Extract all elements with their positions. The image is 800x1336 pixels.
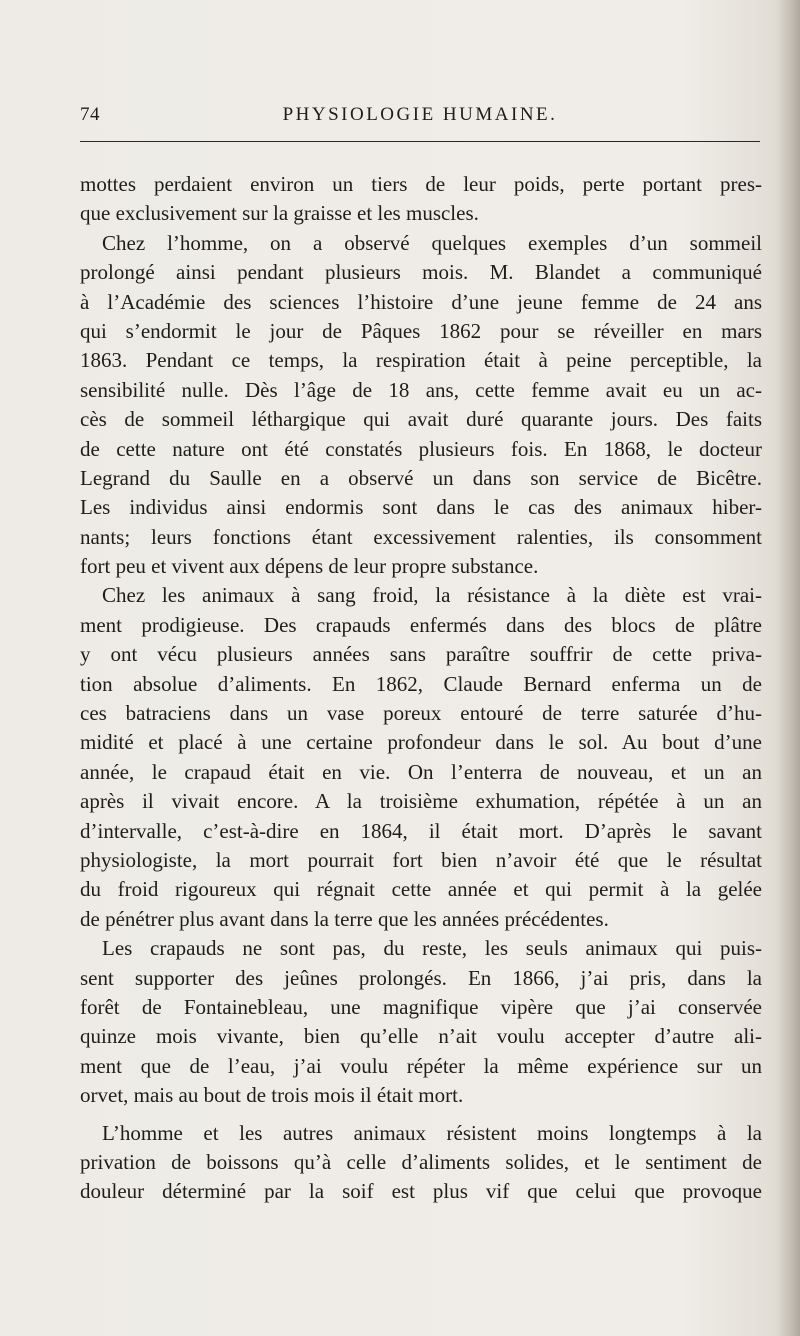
text-line: nants; leurs fonctions étant excessivement ralenties, ils consomment bbox=[80, 524, 762, 549]
text-line: quinze mois vivante, bien qu’elle n’ait voulu accepter d’autre ali- bbox=[80, 1024, 762, 1049]
text-line: cès de sommeil léthargique qui avait duré quarante jours. Des faits bbox=[80, 407, 762, 432]
text-line: Les crapauds ne sont pas, du reste, les seuls animaux qui puis- bbox=[102, 936, 762, 961]
text-line: prolongé ainsi pendant plusieurs mois. M. Blandet a communiqué bbox=[80, 260, 762, 285]
text-line: ces batraciens dans un vase poreux entouré de terre saturée d’hu- bbox=[80, 701, 762, 726]
page-number: 74 bbox=[80, 104, 100, 125]
header-rule bbox=[80, 141, 760, 142]
text-line: physiologiste, la mort pourrait fort bien n’avoir été que le résultat bbox=[80, 847, 762, 872]
text-line: sensibilité nulle. Dès l’âge de 18 ans, cette femme avait eu un ac- bbox=[80, 377, 762, 402]
text-line: fort peu et vivent aux dépens de leur propre substance. bbox=[80, 554, 539, 579]
text-line: forêt de Fontainebleau, une magnifique vipère que j’ai conservée bbox=[80, 994, 762, 1019]
text-line: Chez les animaux à sang froid, la résistance à la diète est vrai- bbox=[102, 583, 762, 608]
text-line: que exclusivement sur la graisse et les muscles. bbox=[80, 201, 479, 226]
text-line: midité et placé à une certaine profondeur dans le sol. Au bout d’une bbox=[80, 730, 762, 755]
paragraph bbox=[80, 581, 762, 934]
text-line: mottes perdaient environ un tiers de leur poids, perte portant pres- bbox=[80, 172, 762, 196]
text-line: 1863. Pendant ce temps, la respiration était à peine perceptible, la bbox=[80, 348, 762, 373]
text-line: année, le crapaud était en vie. On l’enterra de nouveau, et un an bbox=[80, 759, 762, 784]
page-edge-shadow bbox=[778, 0, 800, 1336]
text-line: douleur déterminé par la soif est plus vif que celui que provoque bbox=[80, 1179, 762, 1204]
page-header bbox=[80, 104, 760, 130]
paragraph bbox=[80, 170, 762, 229]
text-line: Legrand du Saulle en a observé un dans son service de Bicêtre. bbox=[80, 465, 762, 490]
body-text bbox=[80, 170, 762, 1207]
text-line: ment que de l’eau, j’ai voulu répéter la même expérience sur un bbox=[80, 1053, 762, 1078]
running-title: PHYSIOLOGIE HUMAINE. bbox=[282, 104, 558, 125]
text-line: tion absolue d’aliments. En 1862, Claude Bernard enferma un de bbox=[80, 671, 762, 696]
text-line: après il vivait encore. A la troisième exhumation, répétée à un an bbox=[80, 789, 762, 814]
text-line: orvet, mais au bout de trois mois il était mort. bbox=[80, 1083, 464, 1108]
text-line: ment prodigieuse. Des crapauds enfermés dans des blocs de plâtre bbox=[80, 612, 762, 637]
text-line: Les individus ainsi endormis sont dans le cas des animaux hiber- bbox=[80, 495, 762, 520]
paragraph bbox=[80, 1119, 762, 1207]
text-line: de pénétrer plus avant dans la terre que les années précédentes. bbox=[80, 906, 609, 931]
text-line: du froid rigoureux qui régnait cette année et qui permit à la gelée bbox=[80, 877, 762, 902]
paragraph bbox=[80, 934, 762, 1110]
text-line: sent supporter des jeûnes prolongés. En 1866, j’ai pris, dans la bbox=[80, 965, 762, 990]
text-line: de cette nature ont été constatés plusieurs fois. En 1868, le docteur bbox=[80, 436, 762, 461]
paragraph-gap bbox=[80, 1111, 762, 1119]
paragraph bbox=[80, 229, 762, 582]
text-line: Chez l’homme, on a observé quelques exemples d’un sommeil bbox=[102, 230, 762, 255]
text-line: à l’Académie des sciences l’histoire d’une jeune femme de 24 ans bbox=[80, 289, 762, 314]
text-line: qui s’endormit le jour de Pâques 1862 pour se réveiller en mars bbox=[80, 318, 762, 343]
text-line: d’intervalle, c’est-à-dire en 1864, il était mort. D’après le savant bbox=[80, 818, 762, 843]
text-line: L’homme et les autres animaux résistent moins longtemps à la bbox=[102, 1120, 762, 1145]
text-line: y ont vécu plusieurs années sans paraître souffrir de cette priva- bbox=[80, 642, 762, 667]
text-line: privation de boissons qu’à celle d’aliments solides, et le sentiment de bbox=[80, 1149, 762, 1174]
